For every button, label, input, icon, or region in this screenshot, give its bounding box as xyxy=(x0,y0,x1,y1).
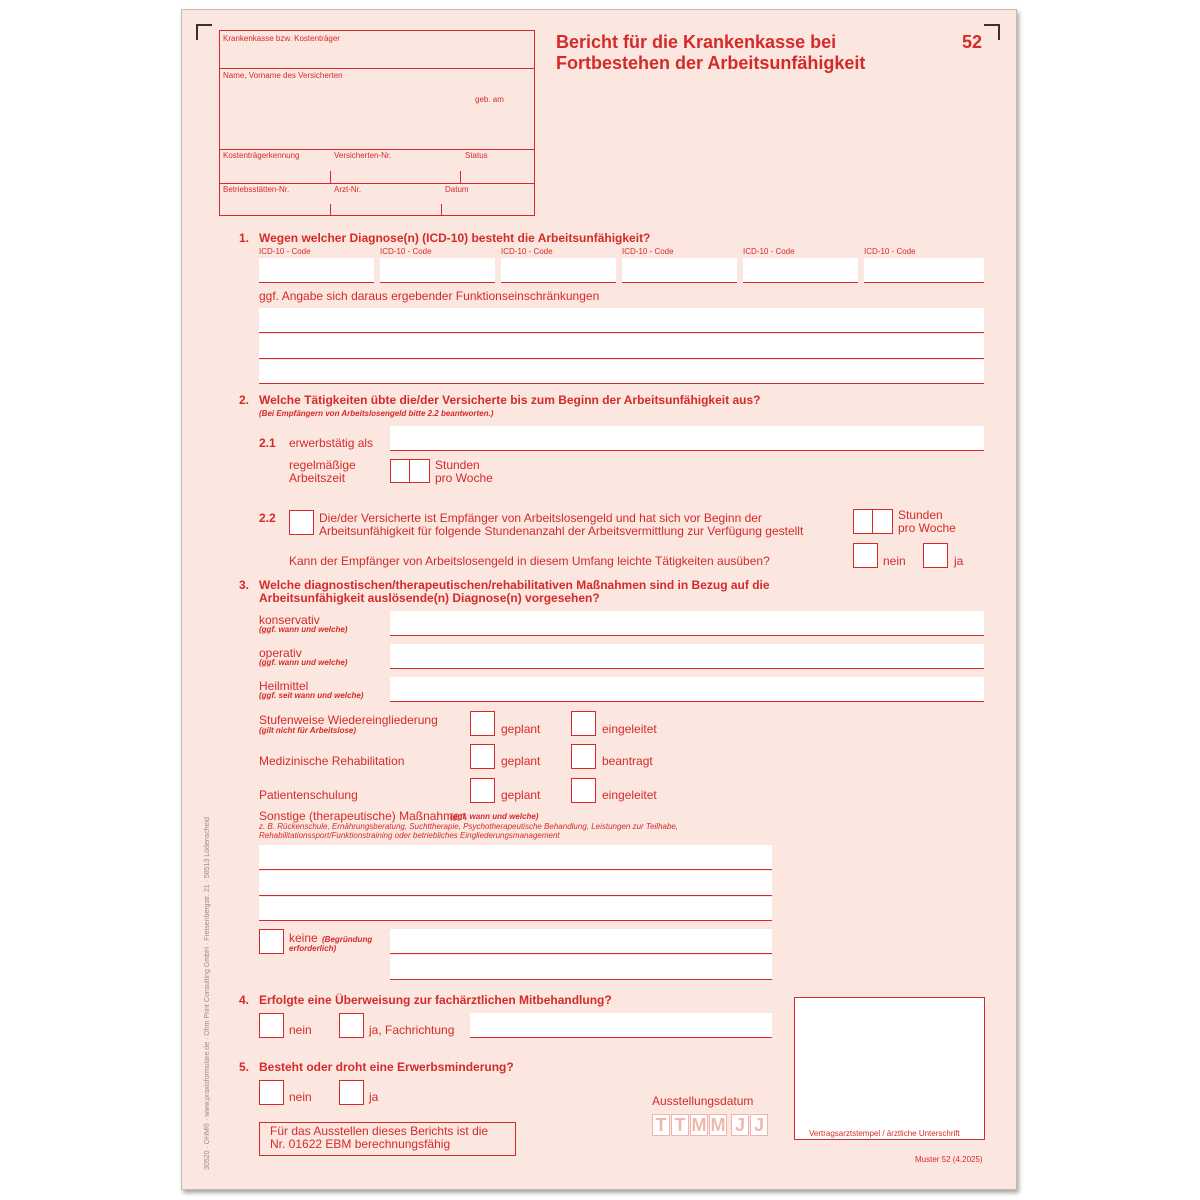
q4-nein-label: nein xyxy=(289,1023,312,1037)
operativ-field[interactable] xyxy=(390,644,984,669)
reha-geplant-label: geplant xyxy=(501,754,541,768)
sonstige-field-2[interactable] xyxy=(259,871,772,896)
q1-question: Wegen welcher Diagnose(n) (ICD-10) besteht die Arbeitsunfähigkeit? xyxy=(259,231,651,245)
funktion-field-2[interactable] xyxy=(259,334,984,359)
datum-label: Datum xyxy=(445,185,469,194)
ausstellung-label: Ausstellungsdatum xyxy=(652,1094,754,1108)
date-digit-day-2[interactable]: T xyxy=(671,1114,689,1136)
konservativ-note: (ggf. wann und welche) xyxy=(259,625,348,634)
sonstige-field-1[interactable] xyxy=(259,845,772,870)
keine-checkbox[interactable] xyxy=(259,929,284,954)
q3-question-1: Welche diagnostischen/therapeutischen/rehabilitativen Maßnahmen sind in Bezug auf die xyxy=(259,578,770,592)
erwerb-label: erwerbstätig als xyxy=(289,436,374,450)
alg-text-1: Die/der Versicherte ist Empfänger von Arbeitslosengeld und hat sich vor Beginn der xyxy=(319,511,762,525)
heilmittel-note: (ggf. seit wann und welche) xyxy=(259,691,364,700)
q1-number: 1. xyxy=(239,231,250,245)
stunden-label-2: pro Woche xyxy=(435,471,493,485)
corner-mark-top-right xyxy=(984,24,1000,40)
form-number: 52 xyxy=(962,32,983,52)
betrieb-label: Betriebsstätten-Nr. xyxy=(223,185,290,194)
q3-question-2: Arbeitsunfähigkeit auslösende(n) Diagnose(n) vorgesehen? xyxy=(259,591,600,605)
sonstige-examples-1: z. B. Rückenschule, Ernährungsberatung, Suchttherapie, Psychotherapeutische Behandlung, Leistungen zur Teilhabe, xyxy=(259,822,679,831)
muster-label: Muster 52 (4.2025) xyxy=(915,1155,983,1164)
header-divider xyxy=(220,183,534,184)
schulung-eingeleitet-checkbox[interactable] xyxy=(571,778,596,803)
versicherten-label: Versicherten-Nr. xyxy=(334,151,392,160)
arbeitszeit-digit-1[interactable] xyxy=(390,459,410,483)
stempel-signature-box[interactable] xyxy=(794,997,985,1140)
operativ-note: (ggf. wann und welche) xyxy=(259,658,348,667)
heilmittel-label: Heilmittel xyxy=(259,679,309,693)
q21-number: 2.1 xyxy=(259,436,276,450)
alg-stunden-digit-1[interactable] xyxy=(853,509,873,534)
ebm-note-line2: Nr. 01622 EBM berechnungsfähig xyxy=(270,1137,451,1151)
keine-begruendung-field-1[interactable] xyxy=(390,929,772,954)
schulung-eingeleitet-label: eingeleitet xyxy=(602,788,657,802)
reha-beantragt-label: beantragt xyxy=(602,754,653,768)
q3-number: 3. xyxy=(239,578,250,592)
reha-geplant-checkbox[interactable] xyxy=(470,744,495,769)
header-divider xyxy=(220,149,534,150)
kasse-label: Krankenkasse bzw. Kostenträger xyxy=(223,34,340,43)
erwerb-field[interactable] xyxy=(390,426,984,451)
date-digit-day-1[interactable]: T xyxy=(652,1114,670,1136)
alg-stunden-digit-2[interactable] xyxy=(872,509,893,534)
q4-nein-checkbox[interactable] xyxy=(259,1013,284,1038)
date-digit-year-2[interactable]: J xyxy=(750,1114,768,1136)
publisher-side-text: 30520 · OHM® · www.praxisformulare.de · Ohm Print Consulting GmbH · Freisenbergstr. 21 · 58513 Lüdenscheid xyxy=(204,817,211,1170)
stufen-geplant-label: geplant xyxy=(501,722,541,736)
reha-beantragt-checkbox[interactable] xyxy=(571,744,596,769)
sonstige-note: (ggf. wann und welche) xyxy=(450,812,539,821)
regel-label-2: Arbeitszeit xyxy=(289,471,346,485)
schulung-label: Patientenschulung xyxy=(259,788,358,802)
operativ-label: operativ xyxy=(259,646,302,660)
q4-question: Erfolgte eine Überweisung zur fachärztlichen Mitbehandlung? xyxy=(259,993,612,1007)
keine-note-2: erforderlich) xyxy=(289,944,337,953)
stufen-label: Stufenweise Wiedereingliederung xyxy=(259,713,438,727)
header-tick xyxy=(460,171,461,183)
reha-label: Medizinische Rehabilitation xyxy=(259,754,405,768)
stufen-eingeleitet-checkbox[interactable] xyxy=(571,711,596,736)
icd-code-field-1[interactable] xyxy=(259,258,374,283)
sonstige-label: Sonstige (therapeutische) Maßnahmen xyxy=(259,809,467,823)
schulung-geplant-label: geplant xyxy=(501,788,541,802)
konservativ-label: konservativ xyxy=(259,613,320,627)
keine-begruendung-field-2[interactable] xyxy=(390,955,772,980)
form-sheet xyxy=(181,9,1017,1190)
patient-header-box xyxy=(219,30,535,216)
stunden-label-1: Stunden xyxy=(435,458,480,472)
alg-checkbox[interactable] xyxy=(289,510,314,535)
q2-note: (Bei Empfängern von Arbeitslosengeld bitte 2.2 beantworten.) xyxy=(259,409,494,418)
icd-label: ICD-10 - Code xyxy=(380,247,432,256)
kann-text: Kann der Empfänger von Arbeitslosengeld in diesem Umfang leichte Tätigkeiten ausüben? xyxy=(289,554,770,568)
fachrichtung-field[interactable] xyxy=(470,1013,772,1038)
funktion-field-3[interactable] xyxy=(259,360,984,384)
sonstige-field-3[interactable] xyxy=(259,897,772,921)
q22-number: 2.2 xyxy=(259,511,276,525)
icd-label: ICD-10 - Code xyxy=(259,247,311,256)
stufen-note: (gilt nicht für Arbeitslose) xyxy=(259,726,357,735)
date-digit-month-1[interactable]: M xyxy=(691,1115,707,1135)
q4-ja-checkbox[interactable] xyxy=(339,1013,364,1038)
q2-number: 2. xyxy=(239,393,250,407)
konservativ-field[interactable] xyxy=(390,611,984,636)
stunden-label-4: pro Woche xyxy=(898,521,956,535)
arbeitszeit-digit-2[interactable] xyxy=(409,459,430,483)
alg-text-2: Arbeitsunfähigkeit für folgende Stundenanzahl der Arbeitsvermittlung zur Verfügung gestellt xyxy=(319,524,804,538)
corner-mark-top-left xyxy=(196,24,212,40)
kann-nein-label: nein xyxy=(883,554,906,568)
ebm-note-line1: Für das Ausstellen dieses Berichts ist die xyxy=(270,1124,489,1138)
q2-question: Welche Tätigkeiten übte die/der Versicherte bis zum Beginn der Arbeitsunfähigkeit aus? xyxy=(259,393,761,407)
q1-sub-label: ggf. Angabe sich daraus ergebender Funktionseinschränkungen xyxy=(259,289,600,303)
icd-code-field-6[interactable] xyxy=(864,258,984,283)
icd-label: ICD-10 - Code xyxy=(622,247,674,256)
icd-code-field-5[interactable] xyxy=(743,258,858,283)
q5-number: 5. xyxy=(239,1060,250,1074)
name-label: Name, Vorname des Versicherten xyxy=(223,71,343,80)
schulung-geplant-checkbox[interactable] xyxy=(470,778,495,803)
icd-label: ICD-10 - Code xyxy=(743,247,795,256)
icd-code-field-3[interactable] xyxy=(501,258,616,283)
q5-question: Besteht oder droht eine Erwerbsminderung? xyxy=(259,1060,514,1074)
stempel-label: Vertragsarztstempel / ärztliche Unterschrift xyxy=(809,1129,960,1138)
header-tick xyxy=(441,204,442,216)
q4-number: 4. xyxy=(239,993,250,1007)
heilmittel-field[interactable] xyxy=(390,677,984,702)
icd-code-field-2[interactable] xyxy=(380,258,495,283)
q5-nein-label: nein xyxy=(289,1090,312,1104)
form-title xyxy=(556,32,865,74)
q5-ja-label: ja xyxy=(369,1090,379,1104)
keine-label: keine xyxy=(289,931,318,945)
keine-note-1: (Begründung xyxy=(322,935,373,944)
kann-nein-checkbox[interactable] xyxy=(853,543,878,568)
regel-label-1: regelmäßige xyxy=(289,458,356,472)
arzt-label: Arzt-Nr. xyxy=(334,185,362,194)
form-title-line2: Fortbestehen der Arbeitsunfähigkeit xyxy=(556,53,866,73)
q4-ja-label: ja, Fachrichtung xyxy=(369,1023,455,1037)
date-digit-year-1[interactable]: J xyxy=(731,1114,749,1136)
kann-ja-checkbox[interactable] xyxy=(923,543,948,568)
stufen-geplant-checkbox[interactable] xyxy=(470,711,495,736)
kann-ja-label: ja xyxy=(954,554,964,568)
ebm-note-box xyxy=(259,1122,516,1156)
stunden-label-3: Stunden xyxy=(898,508,943,522)
icd-label: ICD-10 - Code xyxy=(864,247,916,256)
stufen-eingeleitet-label: eingeleitet xyxy=(602,722,657,736)
q5-ja-checkbox[interactable] xyxy=(339,1080,364,1105)
q5-nein-checkbox[interactable] xyxy=(259,1080,284,1105)
icd-label: ICD-10 - Code xyxy=(501,247,553,256)
form-title-line1: Bericht für die Krankenkasse bei xyxy=(556,32,837,52)
geb-label: geb. am xyxy=(475,95,504,104)
sonstige-examples-2: Rehabilitationssport/Funktionstraining oder betriebliches Eingliederungsmanagement xyxy=(259,831,560,840)
status-label: Status xyxy=(465,151,488,160)
date-digit-month-2[interactable]: M xyxy=(710,1115,726,1135)
header-divider xyxy=(220,68,534,69)
kostentraeger-label: Kostenträgerkennung xyxy=(223,151,300,160)
icd-code-field-4[interactable] xyxy=(622,258,737,283)
funktion-field-1[interactable] xyxy=(259,308,984,333)
header-tick xyxy=(330,204,331,216)
header-tick xyxy=(330,171,331,183)
